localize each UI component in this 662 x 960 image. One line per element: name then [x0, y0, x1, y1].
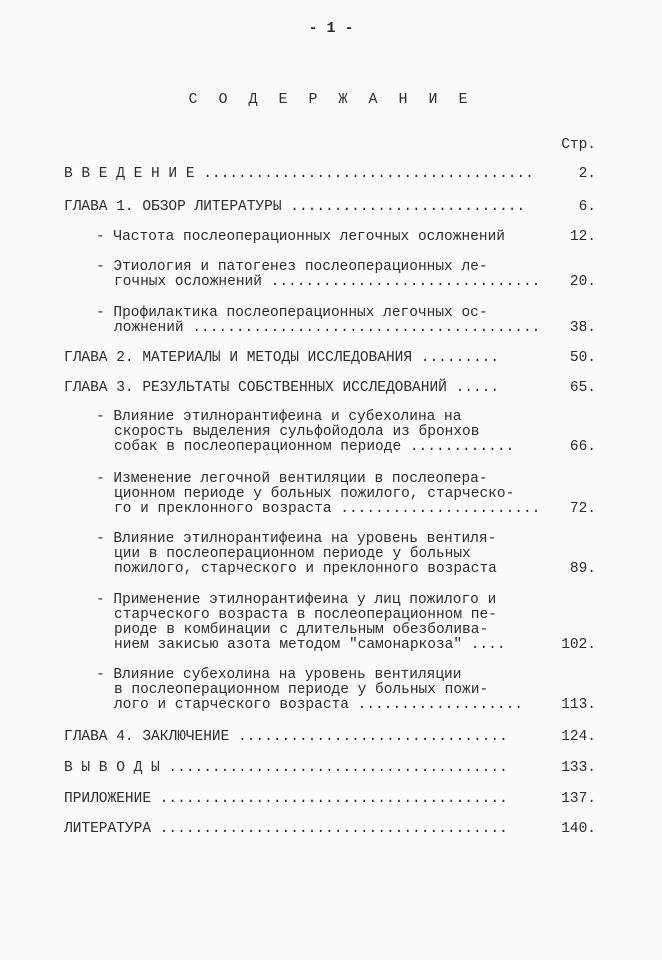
toc-page-section: 20.: [569, 274, 596, 290]
toc-entry-chapter-2: ГЛАВА 2. МАТЕРИАЛЫ И МЕТОДЫ ИССЛЕДОВАНИЯ .........: [64, 350, 500, 366]
toc-page-chapter-2: 50.: [569, 350, 596, 366]
toc-entry-chapter-1: ГЛАВА 1. ОБЗОР ЛИТЕРАТУРЫ ...........................: [64, 199, 526, 215]
toc-entry-section: - Изменение легочной вентиляции в послеопера-: [96, 471, 488, 487]
toc-entry-introduction: В В Е Д Е Н И Е ......................................: [64, 166, 534, 182]
toc-page-section: 38.: [569, 320, 596, 336]
toc-entry-section-continuation: скорость выделения сульфойодола из бронхов: [114, 424, 480, 440]
toc-entry-section-continuation: гочных осложнений ...............................: [114, 274, 541, 290]
toc-entry-section: - Профилактика послеоперационных легочных ос-: [96, 305, 488, 321]
toc-entry-section-continuation: го и преклонного возраста .......................: [114, 501, 541, 517]
toc-page-chapter-4: 124.: [561, 729, 596, 745]
toc-entry-section: - Влияние этилнорантифеина на уровень вентиля-: [96, 531, 497, 547]
toc-entry-section-continuation: в послеоперационном периоде у больных пожи-: [114, 682, 489, 698]
toc-entry-chapter-4: ГЛАВА 4. ЗАКЛЮЧЕНИЕ ...............................: [64, 729, 508, 745]
toc-entry-section: - Влияние этилнорантифеина и субехолина на: [96, 409, 462, 425]
toc-page-appendix: 137.: [561, 791, 596, 807]
toc-entry-section: - Применение этилнорантифеина у лиц пожилого и: [96, 592, 497, 608]
toc-page-section: 89.: [569, 561, 596, 577]
toc-entry-section-continuation: собак в послеоперационном периоде ............: [114, 439, 515, 455]
toc-page-section: 12.: [569, 229, 596, 245]
toc-page-section: 72.: [569, 501, 596, 517]
toc-entry-appendix: ПРИЛОЖЕНИЕ ........................................: [64, 791, 508, 807]
page-number: - 1 -: [308, 20, 354, 37]
toc-page-bibliography: 140.: [561, 821, 596, 837]
toc-entry-section-continuation: нием закисью азота методом "самонаркоза" ....: [114, 637, 506, 653]
toc-entry-section-continuation: ложнений ........................................: [114, 320, 541, 336]
toc-page-section: 113.: [561, 697, 596, 713]
toc-entry-section-continuation: лого и старческого возраста ...................: [114, 697, 523, 713]
toc-entry-section-continuation: пожилого, старческого и преклонного возраста: [114, 561, 497, 577]
toc-page-section: 102.: [561, 637, 596, 653]
toc-entry-section-continuation: ции в послеоперационном периоде у больных: [114, 546, 471, 562]
toc-entry-section: - Частота послеоперационных легочных осложнений: [96, 229, 505, 245]
toc-page-section: 66.: [569, 439, 596, 455]
page-title: С О Д Е Р Ж А Н И Е: [188, 91, 474, 108]
toc-entry-section-continuation: ционном периоде у больных пожилого, старческо-: [114, 486, 515, 502]
toc-entry-bibliography: ЛИТЕРАТУРА ........................................: [64, 821, 508, 837]
toc-entry-chapter-3: ГЛАВА 3. РЕЗУЛЬТАТЫ СОБСТВЕННЫХ ИССЛЕДОВАНИЙ .....: [64, 380, 500, 396]
toc-page-introduction: 2.: [578, 166, 596, 182]
toc-page-chapter-1: 6.: [578, 199, 596, 215]
toc-entry-section: - Этиология и патогенез послеоперационных ле-: [96, 259, 488, 275]
toc-entry-section-continuation: риоде в комбинации с длительным обезболива-: [114, 622, 489, 638]
toc-entry-conclusions: В Ы В О Д Ы .......................................: [64, 760, 508, 776]
page-column-header: Стр.: [561, 137, 596, 153]
toc-page-conclusions: 133.: [561, 760, 596, 776]
toc-entry-section-continuation: старческого возраста в послеоперационном пе-: [114, 607, 497, 623]
toc-entry-section: - Влияние субехолина на уровень вентиляции: [96, 667, 462, 683]
toc-page-chapter-3: 65.: [569, 380, 596, 396]
